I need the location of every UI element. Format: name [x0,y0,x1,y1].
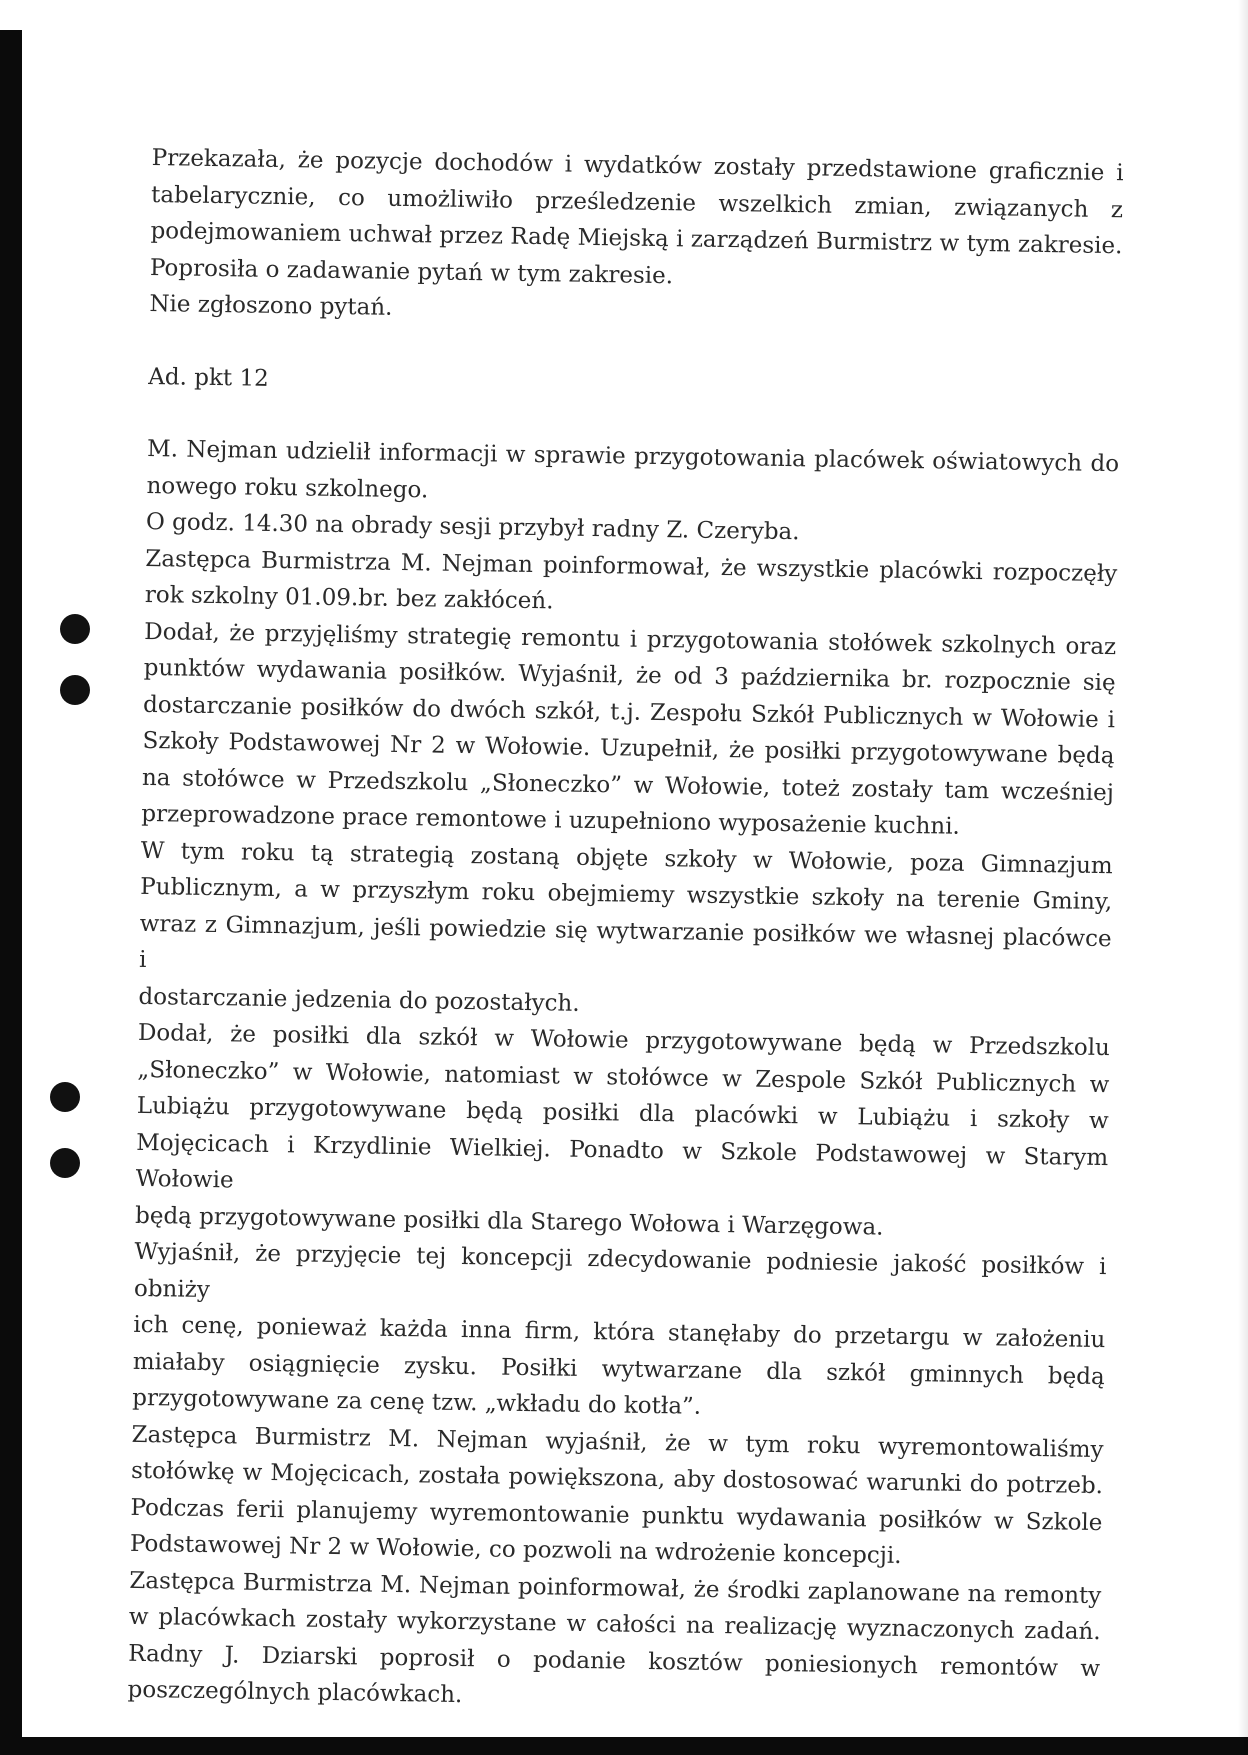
text-line: Lubiążu przygotowywane będą posiłki dla placówki w Lubiążu i szkoły w [136,1092,1109,1135]
text-line: nowego roku szkolnego. [146,472,429,503]
text-line: wraz z Gimnazjum, jeśli powiedzie się wytwarzanie posiłków we własnej placówce i [138,910,1112,974]
text-line: Publicznym, a w przyszłym roku obejmiemy wszystkie szkoły na terenie Gminy, [140,873,1113,916]
text-line: Poprosiła o zadawanie pytań w tym zakresie. [149,254,674,289]
scan-edge-left [0,30,22,1755]
text-line: Zastępca Burmistrza M. Nejman poinformował, że wszystkie placówki rozpoczęły [145,545,1118,587]
document-body [127,140,1124,1724]
text-line: Dodał, że przyjęliśmy strategię remontu i przygotowania stołówek szkolnych oraz [144,618,1117,660]
text-line: na stołówce w Przedszkolu „Słoneczko” w Wołowie, toteż zostały tam wcześniej [141,764,1115,806]
punch-hole [50,1082,80,1112]
text-line: Mojęcicach i Krzydlinie Wielkiej. Ponadto w Szkole Podstawowej w Starym Wołowie [135,1129,1109,1194]
scan-edge-bottom [0,1737,1248,1755]
punch-hole [60,614,90,644]
punch-hole [60,675,90,705]
text-line: Radny J. Dziarski poprosił o podanie kosztów poniesionych remontów w [128,1640,1101,1682]
text-line: Zastępca Burmistrza M. Nejman poinformował, że środki zaplanowane na remonty [129,1567,1102,1609]
text-line: ich cenę, ponieważ każda inna firm, która stanęłaby do przetargu w założeniu [133,1311,1106,1354]
text-line: „Słoneczko” w Wołowie, natomiast w stołówce w Zespole Szkół Publicznych w [137,1056,1110,1098]
text-line: rok szkolny 01.09.br. bez zakłóceń. [144,581,554,615]
text-line: dostarczanie jedzenia do pozostałych. [138,983,580,1017]
text-line: tabelarycznie, co umożliwiło prześledzenie wszelkich zmian, związanych z [150,181,1124,223]
text-line: miałaby osiągnięcie zysku. Posiłki wytwarzane dla szkół gminnych będą [132,1348,1105,1390]
text-line: w placówkach zostały wykorzystane w całości na realizację wyznaczonych zadań. [128,1603,1101,1646]
punch-hole [50,1148,80,1178]
text-line: przygotowywane za cenę tzw. „wkładu do kotła”. [132,1384,702,1420]
text-line: punktów wydawania posiłków. Wyjaśnił, że od 3 października br. rozpocznie się [143,654,1116,697]
text-line: przeprowadzone prace remontowe i uzupełniono wyposażenie kuchni. [141,800,961,840]
text-line: M. Nejman udzielił informacji w sprawie przygotowania placówek oświatowych do [146,435,1120,478]
text-line: będą przygotowywane posiłki dla Starego Wołowa i Warzęgowa. [134,1202,884,1241]
text-line: poszczególnych placówkach. [127,1676,463,1709]
text-line: Dodał, że posiłki dla szkół w Wołowie przygotowywane będą w Przedszkolu [137,1019,1111,1062]
text-line: Podstawowej Nr 2 w Wołowie, co pozwoli na wdrożenie koncepcji. [129,1530,902,1569]
text-line: stołówkę w Mojęcicach, została powiększona, aby dostosować warunki do potrzeb. [130,1457,1104,1500]
text-line: podejmowaniem uchwał przez Radę Miejską i zarządzeń Burmistrz w tym zakresie. [150,217,1123,260]
text-line: Wyjaśnił, że przyjęcie tej koncepcji zdecydowanie podniesie jakość posiłków i obniży [133,1238,1107,1303]
text-line: Nie zgłoszono pytań. [149,290,393,321]
text-line: dostarczanie posiłków do dwóch szkół, t.j. Zespołu Szkół Publicznych w Wołowie i [142,691,1116,733]
text-line: Podczas ferii planujemy wyremontowanie punktu wydawania posiłków w Szkole [130,1494,1103,1536]
text-line: Przekazała, że pozycje dochodów i wydatków zostały przedstawione graficznie i [151,144,1124,187]
text-line: Zastępca Burmistrz M. Nejman wyjaśnił, że w tym roku wyremontowaliśmy [131,1421,1104,1463]
text-line: Ad. pkt 12 [148,363,269,392]
text-line: W tym roku tą strategią zostaną objęte szkoły w Wołowie, poza Gimnazjum [140,837,1113,879]
text-line: Szkoły Podstawowej Nr 2 w Wołowie. Uzupełnił, że posiłki przygotowywane będą [142,727,1115,770]
text-line: O godz. 14.30 na obrady sesji przybył radny Z. Czeryba. [145,508,800,546]
scan-shadow-right [1238,0,1248,1755]
